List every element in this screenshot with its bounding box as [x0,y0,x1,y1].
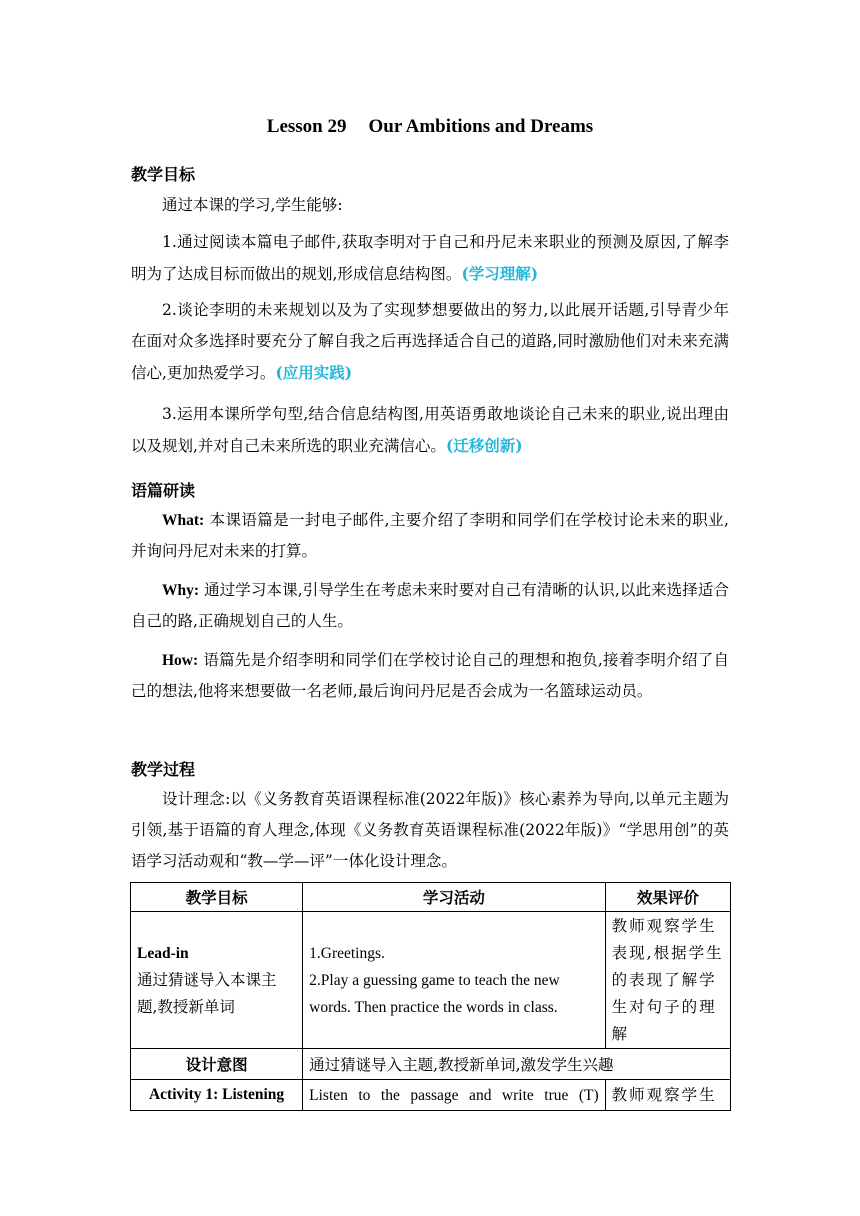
activity-1-label: Activity 1: Listening [131,1080,303,1111]
analysis-how [131,645,729,707]
table-row [131,1080,731,1111]
lead-in-activity-cell [303,912,606,1049]
goal-item-3-text: 3.运用本课所学句型,结合信息结构图,用英语勇敢地谈论自己未来的职业,说出理由以及规划,并对自己未来所选的职业充满信心。 [131,405,729,455]
table-row [131,912,731,1049]
goal-item-2-tag: (应用实践) [275,363,353,382]
lesson-name: Our Ambitions and Dreams [368,116,594,137]
goal-item-3 [131,399,729,462]
teaching-process-table [130,882,731,1111]
lead-in-goal-cell [131,912,303,1049]
activity-1-evaluation: 教师观察学生 [605,1080,730,1111]
design-intent-label: 设计意图 [131,1049,303,1080]
goal-item-3-tag: (迁移创新) [445,436,523,455]
what-text: 本课语篇是一封电子邮件,主要介绍了李明和同学们在学校讨论未来的职业,并询问丹尼对未来的打算。 [131,511,729,560]
table-row [131,1049,731,1080]
header-goal: 教学目标 [131,883,303,912]
goal-item-1-text: 1.通过阅读本篇电子邮件,获取李明对于自己和丹尼未来职业的预测及原因,了解李明为了达成目标而做出的规划,形成信息结构图。 [131,233,729,283]
lead-in-activity-1: 1.Greetings. [309,944,385,962]
analysis-heading: 语篇研读 [131,481,196,500]
lead-in-goal: 通过猜谜导入本课主题,教授新单词 [137,970,277,1016]
what-label: What: [162,512,205,529]
why-text: 通过学习本课,引导学生在考虑未来时要对自己有清晰的认识,以此来选择适合自己的路,正确规划自己的人生。 [131,581,729,630]
how-label: How: [162,652,199,669]
header-evaluation: 效果评价 [605,883,730,912]
header-activity: 学习活动 [303,883,606,912]
activity-1-text: Listen to the passage and write true (T) [303,1080,606,1111]
lesson-number: Lesson 29 [266,116,347,137]
lead-in-activity-2: 2.Play a guessing game to teach the new words. Then practice the words in class. [309,971,560,1016]
analysis-what [131,505,729,567]
goal-item-1 [131,227,729,290]
how-text: 语篇先是介绍李明和同学们在学校讨论自己的理想和抱负,接着李明介绍了自己的想法,他将来想要做一名老师,最后询问丹尼是否会成为一名篮球运动员。 [131,651,729,700]
goals-intro: 通过本课的学习,学生能够: [162,196,343,214]
goal-item-1-tag: (学习理解) [461,264,539,283]
process-concept: 设计理念:以《义务教育英语课程标准(2022年版)》核心素养为导向,以单元主题为引领,基于语篇的育人理念,体现《义务教育英语课程标准(2022年版)》“学思用创”的英语学习活动观和“教—学—评”一体化设计理念。 [131,790,729,870]
goal-item-2 [131,295,729,389]
lesson-title [0,116,860,138]
lead-in-title: Lead-in [137,944,189,962]
goals-heading: 教学目标 [131,165,196,184]
analysis-why [131,575,729,637]
table-header-row [131,883,731,912]
lead-in-evaluation: 教师观察学生表现,根据学生的表现了解学生对句子的理解 [605,912,730,1049]
design-intent-text: 通过猜谜导入主题,教授新单词,激发学生兴趣 [303,1049,731,1080]
why-label: Why: [162,582,200,599]
goal-item-2-text: 2.谈论李明的未来规划以及为了实现梦想要做出的努力,以此展开话题,引导青少年在面对众多选择时要充分了解自我之后再选择适合自己的道路,同时激励他们对未来充满信心,更加热爱学习。 [131,301,729,382]
process-heading: 教学过程 [131,760,196,779]
